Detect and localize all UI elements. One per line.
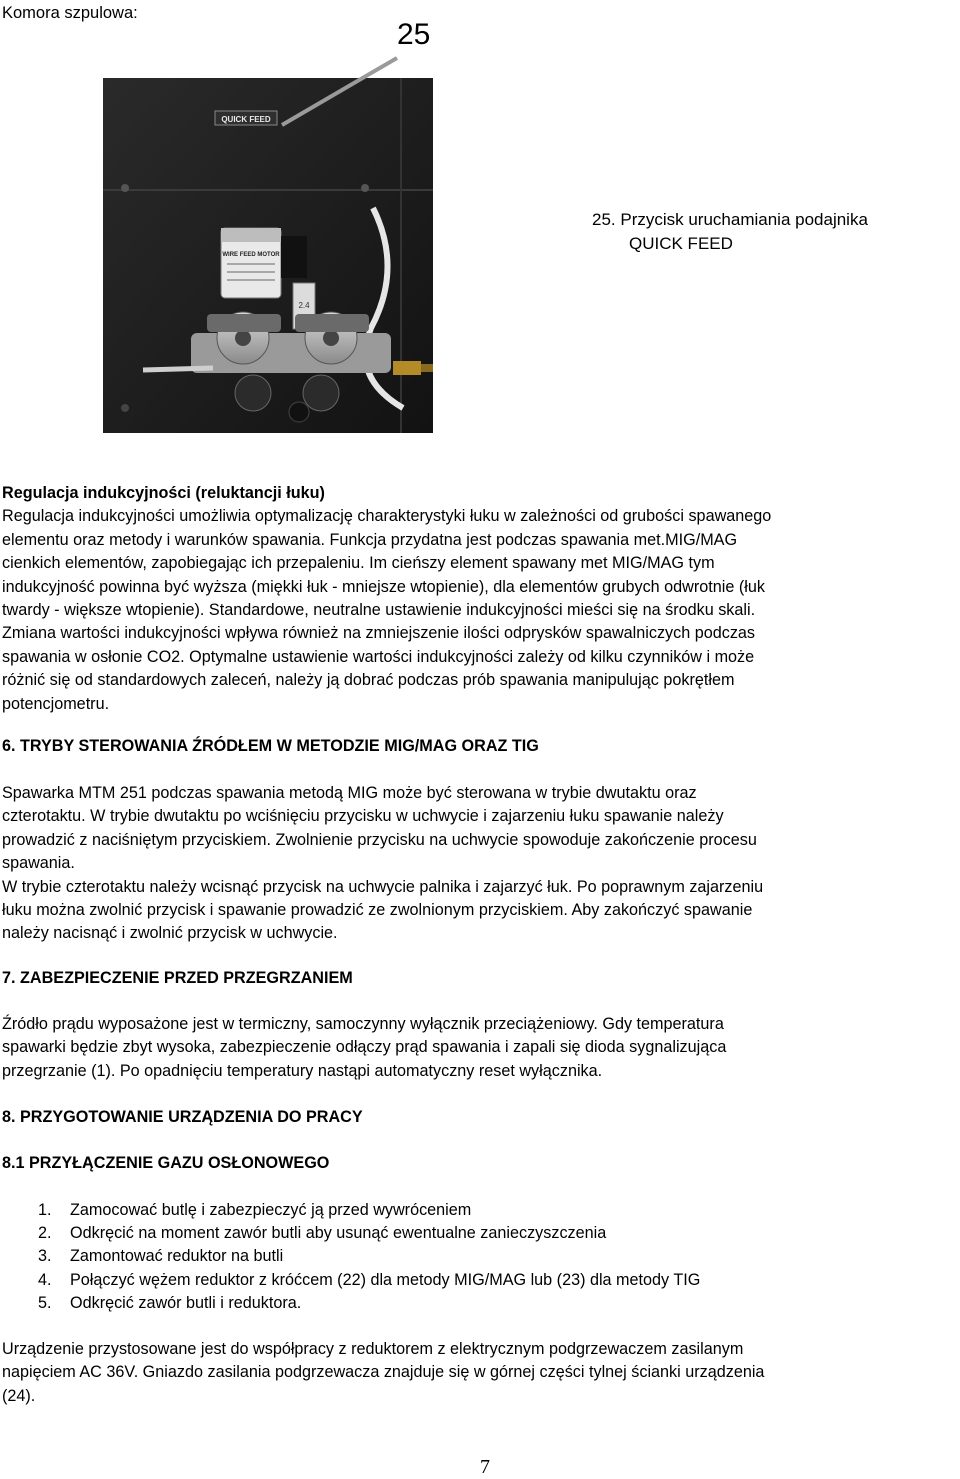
section-6-line: łuku można zwolnić przycisk i spawanie prowadzić ze zwolnionym przyciskiem. Aby zakończyć spawanie xyxy=(2,901,753,920)
photo-callout xyxy=(592,208,868,256)
section-6-line: prowadzić z naciśniętym przyciskiem. Zwolnienie przycisku na uchwycie spowoduje zakończenie procesu xyxy=(2,830,757,849)
callout-line-2: QUICK FEED xyxy=(629,234,733,253)
section-6-heading: 6. TRYBY STEROWANIA ŹRÓDŁEM W METODZIE MIG/MAG ORAZ TIG xyxy=(2,737,539,755)
section-6-line: spawania. xyxy=(2,854,75,873)
section-6-body xyxy=(2,782,958,946)
step-number: 4. xyxy=(38,1270,52,1289)
list-item xyxy=(0,1222,958,1245)
step-number: 3. xyxy=(38,1247,52,1266)
step-text: Odkręcić zawór butli i reduktora. xyxy=(70,1293,302,1312)
list-item xyxy=(0,1269,958,1292)
list-item xyxy=(0,1245,958,1268)
gas-connection-steps xyxy=(0,1199,958,1315)
heater-note-line: napięciem AC 36V. Gniazdo zasilania podgrzewacza znajduje się w górnej części tylnej ścianki urządzenia xyxy=(2,1363,765,1382)
spool-chamber-label: Komora szpulowa: xyxy=(2,4,138,22)
section-7-heading: 7. ZABEZPIECZENIE PRZED PRZEGRZANIEM xyxy=(2,969,353,987)
step-number: 5. xyxy=(38,1293,52,1312)
quick-feed-panel-label: QUICK FEED xyxy=(221,115,271,124)
heater-note-line: Urządzenie przystosowane jest do współpracy z reduktorem z elektrycznym podgrzewaczem zasilanym xyxy=(2,1340,744,1358)
inductance-section xyxy=(2,482,958,716)
step-text: Zamocować butlę i zabezpieczyć ją przed wywróceniem xyxy=(70,1201,472,1219)
inductance-line: cienkich elementów, zapobiegając ich przepaleniu. Im cieńszy element spawany met MIG/MAG tym xyxy=(2,554,715,573)
list-item xyxy=(0,1199,958,1222)
inductance-line: twardy - większe wtopienie). Standardowe, neutralne ustawienie indukcyjności mieści się na środku skali. xyxy=(2,601,756,620)
inductance-line: spawania w osłonie CO2. Optymalne ustawienie wartości indukcyjności zależy od kilku czynników i może xyxy=(2,647,755,666)
section-8-heading: 8. PRZYGOTOWANIE URZĄDZENIA DO PRACY xyxy=(2,1108,363,1126)
section-6-line: Spawarka MTM 251 podczas spawania metodą MIG może być sterowana w trybie dwutaktu oraz xyxy=(2,784,697,802)
inductance-line: różnić się od standardowych zaleceń, należy ją dobrać podczas prób spawania manipulując pokrętłem xyxy=(2,671,735,690)
page-number: 7 xyxy=(480,1456,490,1478)
inductance-line: Regulacja indukcyjności umożliwia optymalizację charakterystyki łuku w zależności od grubości spawanego xyxy=(2,507,772,526)
section-7-line: przegrzanie (1). Po opadnięciu temperatury nastąpi automatyczny reset wyłącznika. xyxy=(2,1061,603,1080)
step-text: Odkręcić na moment zawór butli aby usunąć ewentualne zanieczyszczenia xyxy=(70,1224,607,1243)
section-7-line: Źródło prądu wyposażone jest w termiczny, samoczynny wyłącznik przeciążeniowy. Gdy temperatura xyxy=(2,1015,724,1033)
section-6-line: czterotaktu. W trybie dwutaktu po wciśnięciu przycisku w uchwycie i zajarzeniu łuku spawanie należy xyxy=(2,807,724,826)
section-6-line: należy nacisnąć i zwolnić przycisk w uchwycie. xyxy=(2,924,338,943)
heater-note xyxy=(2,1338,958,1408)
callout-line-1: 25. Przycisk uruchamiania podajnika xyxy=(592,210,868,229)
section-7-line: spawarki będzie zbyt wysoka, zabezpieczenie odłączy prąd spawania i zapali się dioda sygnalizująca xyxy=(2,1038,727,1057)
motor-label: WIRE FEED MOTOR xyxy=(222,252,280,258)
inductance-line: potencjometru. xyxy=(2,694,110,713)
list-item xyxy=(0,1292,958,1315)
section-6-line: W trybie czterotaktu należy wcisnąć przycisk na uchwycie palnika i zajarzyć łuk. Po poprawnym zajarzeniu xyxy=(2,877,764,896)
heater-note-line: (24). xyxy=(2,1386,36,1405)
inductance-line: indukcyjność powinna być wyższa (miękki łuk - mniejsze wtopienie), dla elementów grubych odwrotnie (łuk xyxy=(2,577,765,596)
inductance-heading: Regulacja indukcyjności (reluktancji łuku) xyxy=(2,484,325,502)
section-8-1-heading: 8.1 PRZYŁĄCZENIE GAZU OSŁONOWEGO xyxy=(2,1154,330,1172)
callout-pointer xyxy=(0,0,960,140)
step-text: Zamontować reduktor na butli xyxy=(70,1247,284,1266)
step-number: 1. xyxy=(38,1201,52,1219)
inductance-line: Zmiana wartości indukcyjności wpływa również na zmniejszenie ilości odprysków spawalniczych podczas xyxy=(2,624,756,643)
section-7-body xyxy=(2,1013,958,1083)
callout-number: 25 xyxy=(397,18,431,51)
wire-size-sticker: 2.4 xyxy=(298,301,310,310)
step-number: 2. xyxy=(38,1224,52,1243)
step-text: Połączyć wężem reduktor z króćcem (22) dla metody MIG/MAG lub (23) dla metody TIG xyxy=(70,1270,701,1289)
inductance-line: elementu oraz metody i warunków spawania. Funkcja przydatna jest podczas spawania met.MIG/MAG xyxy=(2,530,738,549)
